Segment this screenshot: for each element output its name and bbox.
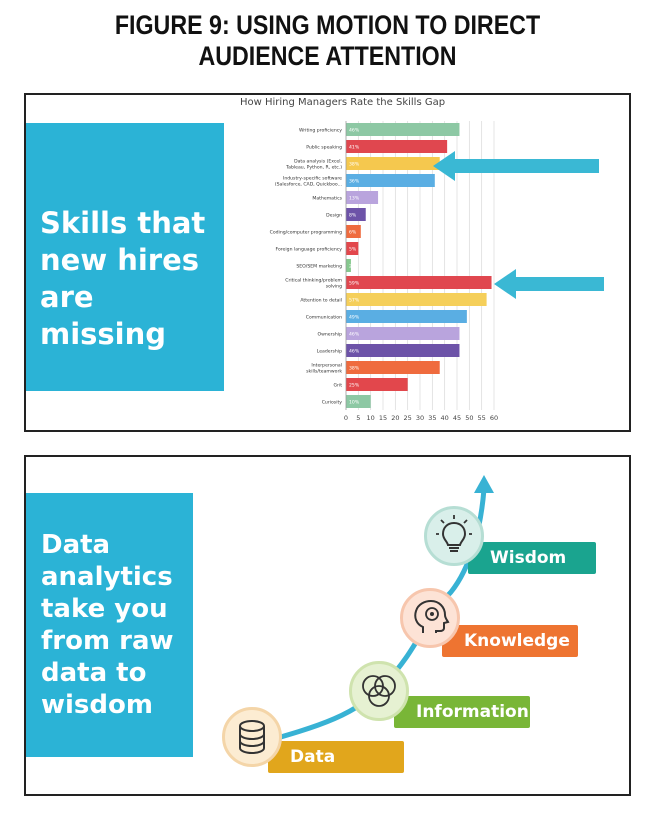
category-label: Grit xyxy=(333,383,342,389)
database-icon xyxy=(222,707,282,767)
figure-title-line-1: FIGURE 9: USING MOTION TO DIRECT xyxy=(114,10,541,40)
category-label: Attention to detail xyxy=(300,298,342,304)
analytics-callout-line-2: analytics xyxy=(41,562,173,592)
data-label: 38% xyxy=(349,162,360,168)
bar xyxy=(346,310,467,323)
figure-title xyxy=(46,10,609,72)
bar xyxy=(346,361,440,374)
x-tick-label: 10 xyxy=(366,414,375,422)
analytics-callout-line-3: take you xyxy=(41,594,168,624)
bar xyxy=(346,174,435,187)
analytics-callout-line-6: wisdom xyxy=(41,690,153,720)
data-label: 41% xyxy=(349,145,360,151)
analytics-callout-box xyxy=(26,493,193,757)
lightbulb-icon xyxy=(424,506,484,566)
category-label: Coding/computer programming xyxy=(269,230,342,236)
skills-callout-line-3: are missing xyxy=(40,280,167,351)
category-label: Interpersonal xyxy=(311,363,342,369)
data-to-wisdom-panel xyxy=(24,455,631,796)
progress-arrowhead-icon xyxy=(474,475,494,493)
x-tick-label: 25 xyxy=(403,414,412,422)
category-label-line2: skills/teamwork xyxy=(306,369,342,375)
x-tick-label: 55 xyxy=(477,414,486,422)
analytics-callout-line-1: Data xyxy=(41,530,111,560)
bar xyxy=(346,276,492,289)
x-tick-label: 50 xyxy=(465,414,474,422)
category-label: Industry-specific software xyxy=(282,176,342,182)
category-label: Design xyxy=(326,213,342,219)
bar xyxy=(346,157,440,170)
x-tick-label: 45 xyxy=(452,414,462,422)
category-label-line2: Tableau, Python, R, etc.) xyxy=(286,165,342,171)
data-label: 46% xyxy=(349,128,360,134)
bar xyxy=(346,344,459,357)
stage-information-label: Information xyxy=(416,702,529,722)
category-label: Ownership xyxy=(317,332,342,338)
data-label: 6% xyxy=(349,230,357,236)
data-label: 10% xyxy=(349,400,360,406)
category-label: Communication xyxy=(305,315,342,321)
x-tick-label: 30 xyxy=(415,414,425,422)
category-label: Writing proficiency xyxy=(298,128,342,134)
data-label: 5% xyxy=(349,247,357,253)
category-label: Leadership xyxy=(316,349,342,355)
stage-knowledge xyxy=(442,625,578,657)
category-label: SEO/SEM marketing xyxy=(296,264,342,270)
data-label: 49% xyxy=(349,315,360,321)
skills-callout-line-1: Skills that xyxy=(40,206,206,240)
data-label: 57% xyxy=(349,298,360,304)
bar xyxy=(346,123,459,136)
category-label: Foreign language proficiency xyxy=(275,247,342,253)
stage-data-label: Data xyxy=(290,747,336,767)
skills-callout-line-2: new hires xyxy=(40,243,200,277)
bar xyxy=(346,293,487,306)
bar xyxy=(346,140,447,153)
x-tick-label: 35 xyxy=(428,414,437,422)
chart-title: How Hiring Managers Rate the Skills Gap xyxy=(240,97,446,108)
x-tick-label: 20 xyxy=(391,414,400,422)
skills-callout-box xyxy=(26,123,224,391)
head-brain-icon xyxy=(400,588,460,648)
category-label: Public speaking xyxy=(306,145,342,151)
analytics-callout-line-4: from raw xyxy=(41,626,174,656)
category-label: Mathematics xyxy=(312,196,342,202)
data-label: 25% xyxy=(349,383,360,389)
category-label-line2: (Salesforce, CAD, Quickboo... xyxy=(274,182,342,188)
category-label-line2: solving xyxy=(325,284,342,290)
data-label: 2% xyxy=(349,264,357,270)
bar xyxy=(346,327,459,340)
category-label: Data analysis (Excel, xyxy=(294,159,342,165)
data-label: 8% xyxy=(349,213,357,219)
data-label: 38% xyxy=(349,366,360,372)
venn-circles-icon xyxy=(349,661,409,721)
data-label: 36% xyxy=(349,179,360,185)
analytics-callout-line-5: data to xyxy=(41,658,147,688)
x-tick-label: 0 xyxy=(343,414,349,422)
x-tick-label: 5 xyxy=(356,414,361,422)
stage-knowledge-label: Knowledge xyxy=(464,631,570,651)
x-tick-label: 40 xyxy=(440,414,449,422)
category-label: Curiosity xyxy=(321,400,342,406)
data-label: 59% xyxy=(349,281,360,287)
data-label: 46% xyxy=(349,349,360,355)
stage-information xyxy=(394,696,530,728)
highlight-arrow-data-analysis xyxy=(433,151,599,181)
x-tick-label: 60 xyxy=(489,414,499,422)
data-label: 46% xyxy=(349,332,360,338)
stage-wisdom xyxy=(468,542,596,574)
data-label: 13% xyxy=(349,196,360,202)
stage-data xyxy=(268,741,404,773)
x-tick-label: 15 xyxy=(378,414,388,422)
category-label: Critical thinking/problem xyxy=(285,278,342,284)
skills-gap-panel xyxy=(24,93,631,432)
figure-title-line-2: AUDIENCE ATTENTION xyxy=(198,41,457,71)
highlight-arrow-critical-thinking xyxy=(494,269,604,299)
stage-wisdom-label: Wisdom xyxy=(490,548,567,568)
